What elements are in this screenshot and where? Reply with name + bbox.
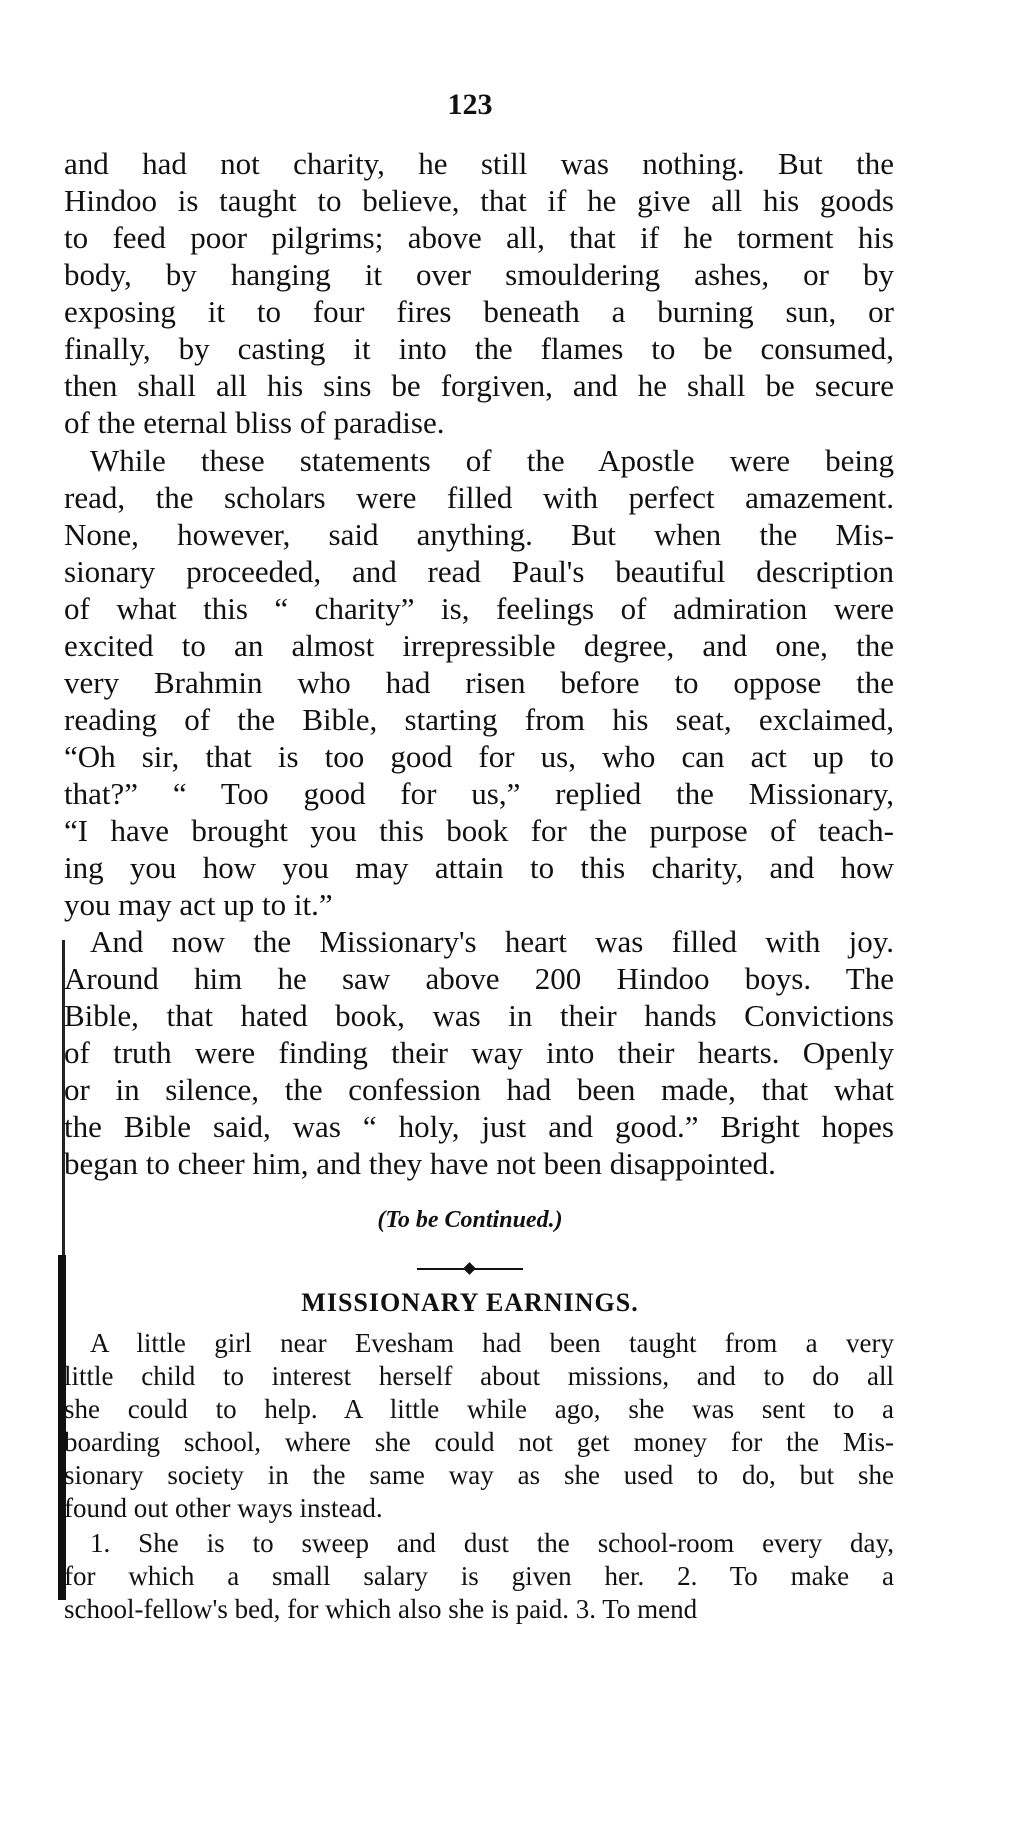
text-line: 1. She is to sweep and dust the school-room every day, bbox=[90, 1528, 894, 1558]
text-line: that?” “ Too good for us,” replied the Missionary, bbox=[64, 776, 894, 811]
text-line: Around him he saw above 200 Hindoo boys. The bbox=[64, 961, 894, 996]
text-line: you may act up to it.” bbox=[64, 887, 333, 922]
text-line: And now the Missionary's heart was filled with joy. bbox=[90, 924, 894, 959]
text-line: found out other ways instead. bbox=[64, 1493, 383, 1523]
text-line: boarding school, where she could not get money for the Mis- bbox=[64, 1427, 894, 1457]
text-line: “Oh sir, that is too good for us, who can act up to bbox=[64, 739, 894, 774]
text-line: reading of the Bible, starting from his seat, exclaimed, bbox=[64, 702, 894, 737]
paragraph-5 bbox=[64, 1527, 894, 1626]
text-line: of what this “ charity” is, feelings of admiration were bbox=[64, 591, 894, 626]
diamond-ornament-icon bbox=[463, 1262, 476, 1275]
section-heading: MISSIONARY EARNINGS. bbox=[301, 1288, 639, 1317]
paragraph-4 bbox=[64, 1327, 894, 1525]
to-be-continued: (To be Continued.) bbox=[377, 1207, 563, 1233]
text-line: began to cheer him, and they have not been disappointed. bbox=[64, 1146, 776, 1181]
section-divider-ornament bbox=[417, 1265, 523, 1273]
text-line: excited to an almost irrepressible degree, and one, the bbox=[64, 628, 894, 663]
text-line: of the eternal bliss of paradise. bbox=[64, 405, 445, 440]
text-line: she could to help. A little while ago, she was sent to a bbox=[64, 1394, 894, 1424]
text-line: sionary proceeded, and read Paul's beautiful description bbox=[64, 554, 894, 589]
text-line: A little girl near Evesham had been taught from a very bbox=[90, 1328, 894, 1358]
paragraph-1 bbox=[64, 145, 894, 441]
paragraph-2 bbox=[64, 442, 894, 923]
text-line: then shall all his sins be forgiven, and he shall be secure bbox=[64, 368, 894, 403]
text-line: of truth were finding their way into their hearts. Openly bbox=[64, 1035, 894, 1070]
text-line: body, by hanging it over smouldering ashes, or by bbox=[64, 257, 894, 292]
paragraph-3 bbox=[64, 923, 894, 1182]
text-line: sionary society in the same way as she used to do, but she bbox=[64, 1460, 894, 1490]
text-line: ing you how you may attain to this charity, and how bbox=[64, 850, 894, 885]
text-line: very Brahmin who had risen before to oppose the bbox=[64, 665, 894, 700]
text-line: “I have brought you this book for the purpose of teach- bbox=[64, 813, 894, 848]
text-line: exposing it to four fires beneath a burning sun, or bbox=[64, 294, 894, 329]
text-line: finally, by casting it into the flames to be consumed, bbox=[64, 331, 894, 366]
text-line: school-fellow's bed, for which also she is paid. 3. To mend bbox=[64, 1594, 698, 1624]
text-line: to feed poor pilgrims; above all, that if he torment his bbox=[64, 220, 894, 255]
page-number: 123 bbox=[447, 88, 493, 121]
text-line: None, however, said anything. But when the Mis- bbox=[64, 517, 894, 552]
text-line: While these statements of the Apostle were being bbox=[90, 443, 894, 478]
text-line: and had not charity, he still was nothing. But the bbox=[64, 146, 894, 181]
text-line: for which a small salary is given her. 2. To make a bbox=[64, 1561, 894, 1591]
text-line: Hindoo is taught to believe, that if he give all his goods bbox=[64, 183, 894, 218]
text-line: or in silence, the confession had been made, that what bbox=[64, 1072, 894, 1107]
text-line: read, the scholars were filled with perfect amazement. bbox=[64, 480, 894, 515]
text-line: little child to interest herself about missions, and to do all bbox=[64, 1361, 894, 1391]
text-line: the Bible said, was “ holy, just and good.” Bright hopes bbox=[64, 1109, 894, 1144]
text-line: Bible, that hated book, was in their hands Convictions bbox=[64, 998, 894, 1033]
